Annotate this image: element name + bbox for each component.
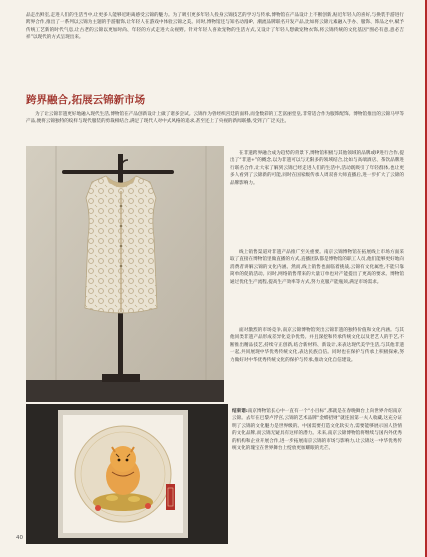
lead-paragraph: 为了让云锦非遗更好地融入现代生活,博物馆在产品创新设计上做了诸多尝试。云锦作为曾经织宫廷的面料,而金数彩的工艺富丽堂皇,非常适合作为服饰配饰。博物馆推出的云锦马甲等产品,便将云锦独特的纹样与现代服装的剪裁相结合,满足了现代人对中式风格的追求,甚至还上了央视的新闻联播,受到了广泛关注。 [26,112,404,125]
page-number: 40 [16,535,23,541]
column-paragraph-1: 在非遗跨界融合成为趋势的背景下,博物馆积极与其他领域的品牌或IP进行合作,提出了“非遗+”的概念,以为非遗可以与无限多的领域结合,比如与高端酒店、茶饮品牌进行联名合作,让大家了解到云锦已经走进人们的生活中,活动既吸引了年轻群体,也让更多人看到了云锦新的可能,同时在国家级传承人周双喜大师直播后,进一步扩大了云锦的品牌影响力。 [230,151,404,186]
column-paragraph-2: 线上销售渠道对非遗产品推广至关重要。南京云锦博物馆在拓展线上市场方面采取了直接在博物馆里做直播的方式,直播团队都是博物馆的职工人员,他们能够更好地向消费者讲解云锦的文化内涵。然而,线上销售也面临着挑战,云锦有文化属性,不能只靠简单的促销活动。同时,网络销售带来的大量订单也对产能提出了更高的要求。博物馆通过优化生产流程,提高生产效率等方式,努力克服产能瓶颈,满足市场需求。 [230,250,404,285]
framed-art-illustration [26,404,228,544]
intro-paragraph: 品走出鲜室,走进人们的生活当中,让更多人能够近距离感受云锦的魅力。为了吸引更多年轻人投身云锦技艺的学习与传承,博物馆在产品设计上不断创新,贴近年轻人的喜好,与换装手游进行跨界合作,推出了一系列以云锦为主题的手游服饰,让年轻人在游戏中体验云锦之美。同时,博物馆还与知名动漫IP、潮流品牌联名开发产品,比如将云锦元素融入手办、服饰、饰品之中,赋予传统工艺新的时代气息,让古老的云锦以更加时尚、年轻的方式走进大众视野。针对年轻人喜欢宠物的生活方式,又设计了年轻人想做宠物衣饰,将云锦传统的文化基因“图必有意,意必吉祥”以现代的方式呈现出来。 [26,13,404,41]
section-heading: 跨界融合,拓展云锦新市场 [26,94,146,106]
column-paragraph-3: 面对激烈的市场竞争,南京云锦博物馆突出云锦非遗的独特价值和文化内涵。与其他同类非遗产品形成差异化竞争优势。并且深挖和传承传统文化以及老艺人的手艺,不断推出精品技艺,持续守正创新,结合新材料、新设计,来表达现代美学生活,与其他非遗一起,共同展现中华优秀传统文化,表达民族自信。同时也在保护与传承上积极探索,努力做好对中华优秀传统文化的保护与传承,推动文化自信建设。 [230,328,404,363]
framed-tiger-embroidery-photo [26,404,228,544]
vest-illustration [26,146,224,402]
closing-paragraph [232,408,402,452]
closing-label: 结束语: [232,409,248,414]
closing-text: 南京博物馆长心中一直有一个“小目标”,那就是在春晚舞台上向世界介绍南京云锦。去年在巴黎卢浮宫,云锦的艺术品牌“金蟒招财”就连国第一夫人收藏,这充分证明了云锦的文化魅力是世界级的。中国需要打造文化软实力,需要能够展示国人热情的文化品牌,而云锦无疑具有这样的潜力。未来,南京云锦博物馆将继续与国内外优秀的机构和企业开展合作,进一步拓展南京云锦的市场与影响力,让云锦这一中华优秀传统文化的瑰宝在世界舞台上绽放更加耀眼的光芒。 [232,409,402,452]
yunjin-vest-photo [26,146,224,402]
